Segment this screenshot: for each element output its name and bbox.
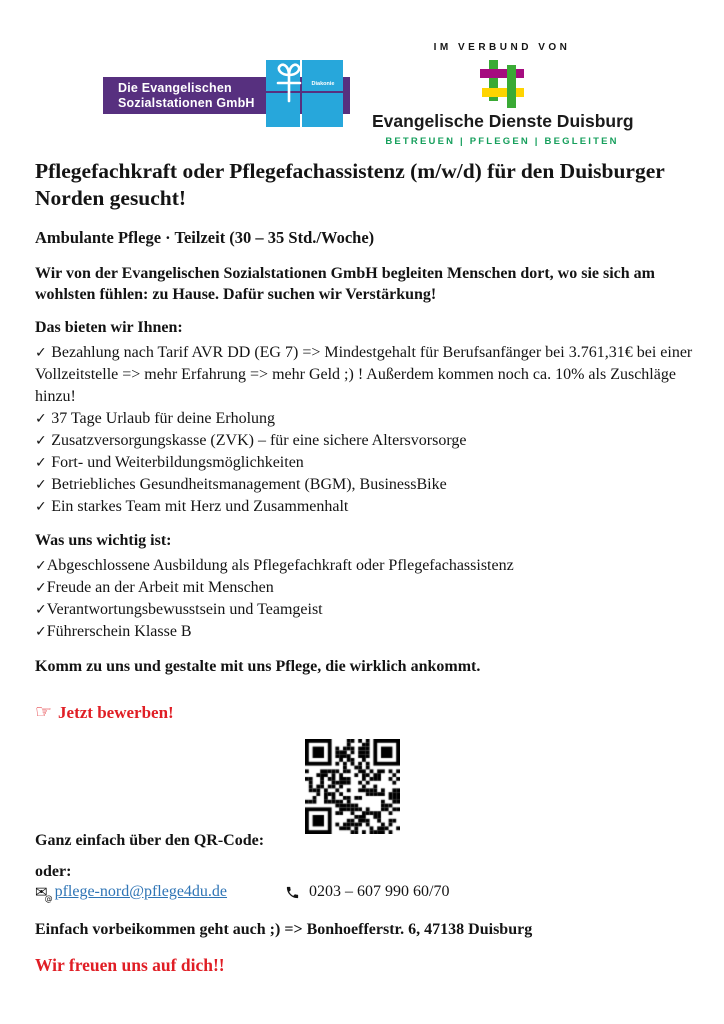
- diakonie-label: Diakonie: [311, 81, 335, 87]
- sozialstationen-logo-line2: Sozialstationen GmbH: [118, 95, 255, 110]
- job-meta: Ambulante Pflege · Teilzeit (30 – 35 Std./Woche): [35, 228, 375, 247]
- edd-name: Evangelische Dienste Duisburg: [372, 111, 634, 131]
- offer-heading: Das bieten wir Ihnen:: [35, 319, 183, 336]
- check-icon: ✓: [35, 580, 47, 596]
- phone-icon: [285, 885, 300, 900]
- sozialstationen-logo-line1: Die Evangelischen: [118, 80, 232, 95]
- qr-caption: Ganz einfach über den QR-Code:: [35, 832, 265, 849]
- offer-item: ✓ 37 Tage Urlaub für deine Erholung: [35, 410, 276, 427]
- or-label: oder:: [35, 863, 72, 880]
- check-icon: ✓: [35, 411, 52, 427]
- visit-line: Einfach vorbeikommen geht auch ;) => Bonhoefferstr. 6, 47138 Duisburg: [35, 921, 533, 938]
- intro-paragraph: Wir von der Evangelischen Sozialstationen GmbH begleiten Menschen dort, wo sie sich am wohlsten fühlen: zu Hause. Dafür suchen wir Verstärkung!: [35, 265, 656, 303]
- edd-tagline-top: IM VERBUND VON: [433, 42, 571, 53]
- check-icon: ✓: [35, 477, 52, 493]
- requirements-heading: Was uns wichtig ist:: [35, 532, 172, 549]
- contact-row: [35, 883, 696, 901]
- requirement-item: ✓Abgeschlossene Ausbildung als Pflegefachkraft oder Pflegefachassistenz: [35, 557, 514, 574]
- check-icon: ✓: [35, 499, 52, 515]
- apply-now-label: Jetzt bewerben!: [58, 703, 174, 722]
- offer-item: ✓ Bezahlung nach Tarif AVR DD (EG 7) => Mindestgehalt für Berufsanfänger bei 3.761,31€ bei einer Vollzeitstelle => mehr Erfahrung => mehr Geld ;) ! Außerdem kommen noch ca. 10% als Zuschläge hinzu!: [35, 344, 693, 405]
- check-icon: ✓: [35, 345, 52, 361]
- offer-item: ✓ Betriebliches Gesundheitsmanagement (BGM), BusinessBike: [35, 476, 447, 493]
- content: [0, 158, 724, 976]
- requirements-list: [35, 555, 695, 643]
- email-icon: ✉ @: [35, 883, 53, 903]
- offer-list: [35, 342, 695, 518]
- offer-item: ✓ Zusatzversorgungskasse (ZVK) – für eine sichere Altersvorsorge: [35, 432, 467, 449]
- diakonie-blue-square: [302, 93, 343, 127]
- sozialstationen-logo: [103, 60, 359, 130]
- check-icon: ✓: [35, 602, 47, 618]
- requirement-item: ✓Freude an der Arbeit mit Menschen: [35, 579, 274, 596]
- email-link[interactable]: pflege-nord@pflege4du.de: [54, 883, 228, 900]
- offer-item: ✓ Fort- und Weiterbildungsmöglichkeiten: [35, 454, 304, 471]
- edd-hash-icon: [480, 60, 524, 108]
- check-icon: ✓: [35, 433, 52, 449]
- edd-tagline-bottom: BETREUEN | PFLEGEN | BEGLEITEN: [385, 136, 619, 147]
- requirement-item: ✓Führerschein Klasse B: [35, 623, 192, 640]
- page-title: Pflegefachkraft oder Pflegefachassistenz (m/w/d) für den Duisburger Norden gesucht!: [35, 159, 665, 210]
- edd-logo: [372, 42, 632, 147]
- qr-code: [305, 739, 400, 834]
- check-icon: ✓: [35, 455, 52, 471]
- offer-item: ✓ Ein starkes Team mit Herz und Zusammenhalt: [35, 498, 349, 515]
- pointing-hand-icon: ☞: [35, 701, 53, 723]
- check-icon: ✓: [35, 558, 47, 574]
- farewell-line: Wir freuen uns auf dich!!: [35, 955, 225, 975]
- diakonie-crown-cross-icon: [271, 61, 307, 105]
- check-icon: ✓: [35, 624, 47, 640]
- header: [0, 0, 724, 152]
- closing-line: Komm zu uns und gestalte mit uns Pflege, die wirklich ankommt.: [35, 658, 481, 675]
- requirement-item: ✓Verantwortungsbewusstsein und Teamgeist: [35, 601, 323, 618]
- phone-block: [285, 883, 449, 901]
- phone-number: 0203 – 607 990 60/70: [309, 883, 450, 900]
- apply-now-cta: [35, 701, 696, 723]
